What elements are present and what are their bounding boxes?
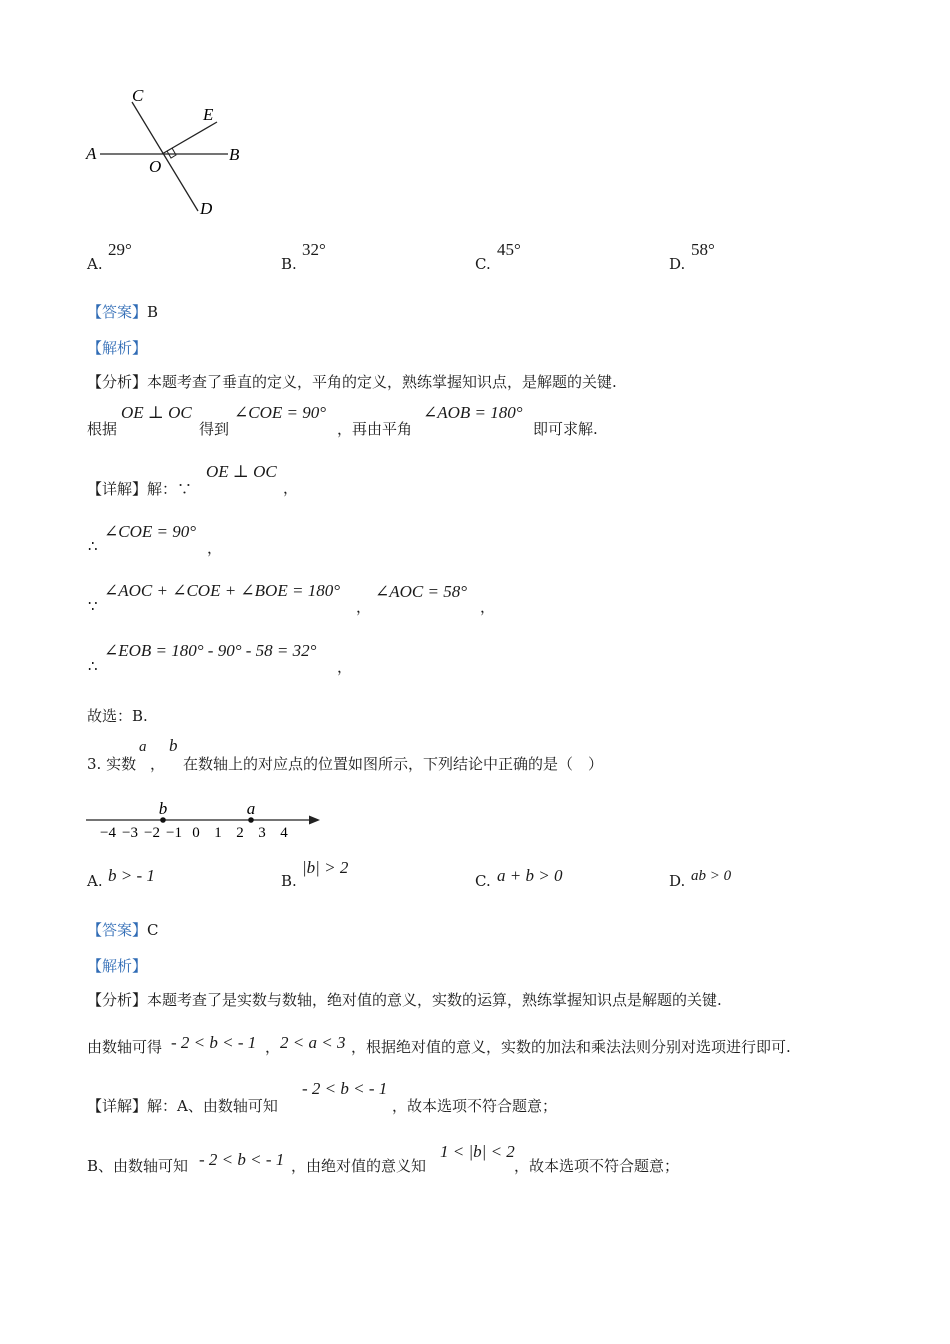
q3-detail-b-mid: ，由绝对值的意义知 (291, 1157, 427, 1175)
q2-choose: 故选：B. (87, 707, 148, 725)
detail-lead: 解：∵ (147, 480, 193, 498)
fenxi-text: 本题考查了是实数与数轴，绝对值的意义，实数的运算，熟练掌握知识点是解题的关键. (147, 991, 722, 1009)
q3-option-a-letter: A. (87, 872, 103, 890)
answer-tag: 【答案】 (87, 921, 148, 939)
number-line-tick-label: 2 (236, 825, 244, 841)
q2-detail-tag (87, 478, 192, 499)
q3-detail-a-end: ，故本选项不符合题意； (392, 1097, 558, 1115)
q2-reason-m1: OE ⊥ OC (121, 403, 192, 422)
number-line (80, 790, 330, 850)
label-a: A (86, 144, 97, 163)
q2-answer (87, 301, 158, 322)
q3-option-a-value: b > - 1 (108, 866, 155, 885)
angle-figure (80, 80, 260, 225)
q3-answer (87, 919, 159, 940)
q3-detail-b-lead: B、由数轴可知 (87, 1157, 189, 1175)
label-o: O (149, 157, 162, 176)
q3-reason-p1: 由数轴可得 (87, 1038, 163, 1056)
q2-detail-l2-math: ∠COE = 90° (104, 522, 197, 541)
q2-option-a-letter: A. (87, 255, 103, 273)
q2-option-c-value: 45° (497, 240, 521, 259)
q3-analysis-tag: 【解析】 (87, 957, 148, 975)
q2-option-c-letter: C. (475, 255, 491, 273)
number-line-tick-label: 1 (214, 825, 222, 841)
number-line-tick-label: −4 (100, 825, 116, 841)
right-angle-mark (167, 148, 176, 158)
q2-reason-p1: 根据 (87, 420, 118, 438)
q3-option-c-value: a + b > 0 (497, 866, 563, 885)
fenxi-tag: 【分析】 (87, 373, 148, 391)
q3-reason-p2: ， (265, 1038, 281, 1056)
answer-value: C (147, 921, 159, 939)
label-d: D (200, 199, 213, 218)
q3-option-b-value: |b| > 2 (302, 858, 349, 877)
answer-tag: 【答案】 (87, 303, 148, 321)
q3-sep: ， (150, 755, 166, 773)
q3-stem-a: 3. 实数 (87, 755, 137, 773)
number-line-tick-label: 3 (258, 825, 266, 841)
point-b-label: b (158, 799, 168, 818)
q3-var-b: b (169, 736, 178, 755)
number-line-tick-label: 4 (280, 825, 288, 841)
q2-detail-l2-end: ， (207, 539, 223, 557)
q3-option-d-value: ab > 0 (691, 868, 732, 884)
q2-detail-m1: OE ⊥ OC (206, 462, 277, 481)
q3-option-c-letter: C. (475, 872, 491, 890)
q2-detail-l4-sym: ∴ (88, 657, 98, 675)
fenxi-text: 本题考查了垂直的定义，平角的定义，熟练掌握知识点，是解题的关键. (147, 373, 617, 391)
detail-a-text: 解：A、由数轴可知 (147, 1097, 278, 1115)
label-b: B (229, 145, 240, 164)
q2-detail-l3-sep: ， (356, 598, 372, 616)
q2-detail-l2-sym: ∴ (88, 537, 98, 555)
q2-detail-l4-end: ， (337, 658, 353, 676)
fenxi-tag: 【分析】 (87, 991, 148, 1009)
q2-detail-l3-sym: ∵ (88, 597, 98, 615)
point-a-dot (248, 817, 254, 823)
number-line-tick-label: 0 (192, 825, 200, 841)
q3-detail-b-math2: 1 < |b| < 2 (440, 1142, 515, 1161)
q2-option-d-letter: D. (669, 255, 686, 273)
q3-fenxi (87, 989, 722, 1010)
q2-option-d-value: 58° (691, 240, 715, 259)
ray-oe (162, 122, 217, 154)
line-cd (132, 102, 198, 211)
answer-value: B (147, 303, 159, 321)
q2-detail-comma: ， (283, 479, 299, 497)
point-a-label: a (246, 799, 256, 818)
q2-fenxi (87, 371, 617, 392)
q2-detail-l4-math: ∠EOB = 180° - 90° - 58 = 32° (104, 641, 317, 660)
q3-stem-b: 在数轴上的对应点的位置如图所示，下列结论中正确的是（ ） (183, 755, 604, 773)
number-line-arrow (309, 816, 320, 825)
q2-detail-l3-math2: ∠AOC = 58° (375, 582, 468, 601)
q3-option-b-letter: B. (281, 872, 297, 890)
q2-reason-m3: ∠AOB = 180° (423, 403, 523, 422)
label-c: C (132, 86, 144, 105)
q3-detail-b-end: ，故本选项不符合题意； (514, 1157, 680, 1175)
q3-reason-p3: ，根据绝对值的意义，实数的加法和乘法法则分别对选项进行即可. (351, 1038, 791, 1056)
detail-tag: 【详解】 (87, 480, 148, 498)
q2-reason-m2: ∠COE = 90° (234, 403, 327, 422)
q2-detail-l3-math1: ∠AOC + ∠COE + ∠BOE = 180° (104, 581, 340, 600)
q3-reason-m2: 2 < a < 3 (280, 1033, 346, 1052)
q2-detail-l3-end: ， (480, 598, 496, 616)
q2-option-b-letter: B. (281, 255, 297, 273)
q2-option-b-value: 32° (302, 240, 326, 259)
q3-var-a: a (139, 739, 147, 755)
point-b-dot (160, 817, 166, 823)
q3-reason-m1: - 2 < b < - 1 (171, 1033, 257, 1052)
label-e: E (203, 105, 214, 124)
q3-detail-a-lead (87, 1095, 278, 1116)
q3-detail-a-math: - 2 < b < - 1 (302, 1079, 388, 1098)
q2-reason-p2: 得到 (199, 420, 230, 438)
detail-tag: 【详解】 (87, 1097, 148, 1115)
q3-option-d-letter: D. (669, 872, 686, 890)
number-line-tick-label: −1 (166, 825, 182, 841)
q2-analysis-tag: 【解析】 (87, 339, 148, 357)
q2-reason-p4: 即可求解. (533, 420, 598, 438)
q3-detail-b-math1: - 2 < b < - 1 (199, 1150, 285, 1169)
number-line-tick-label: −3 (122, 825, 138, 841)
q2-option-a-value: 29° (108, 240, 132, 259)
q2-reason-p3: ，再由平角 (337, 420, 413, 438)
number-line-tick-label: −2 (144, 825, 160, 841)
